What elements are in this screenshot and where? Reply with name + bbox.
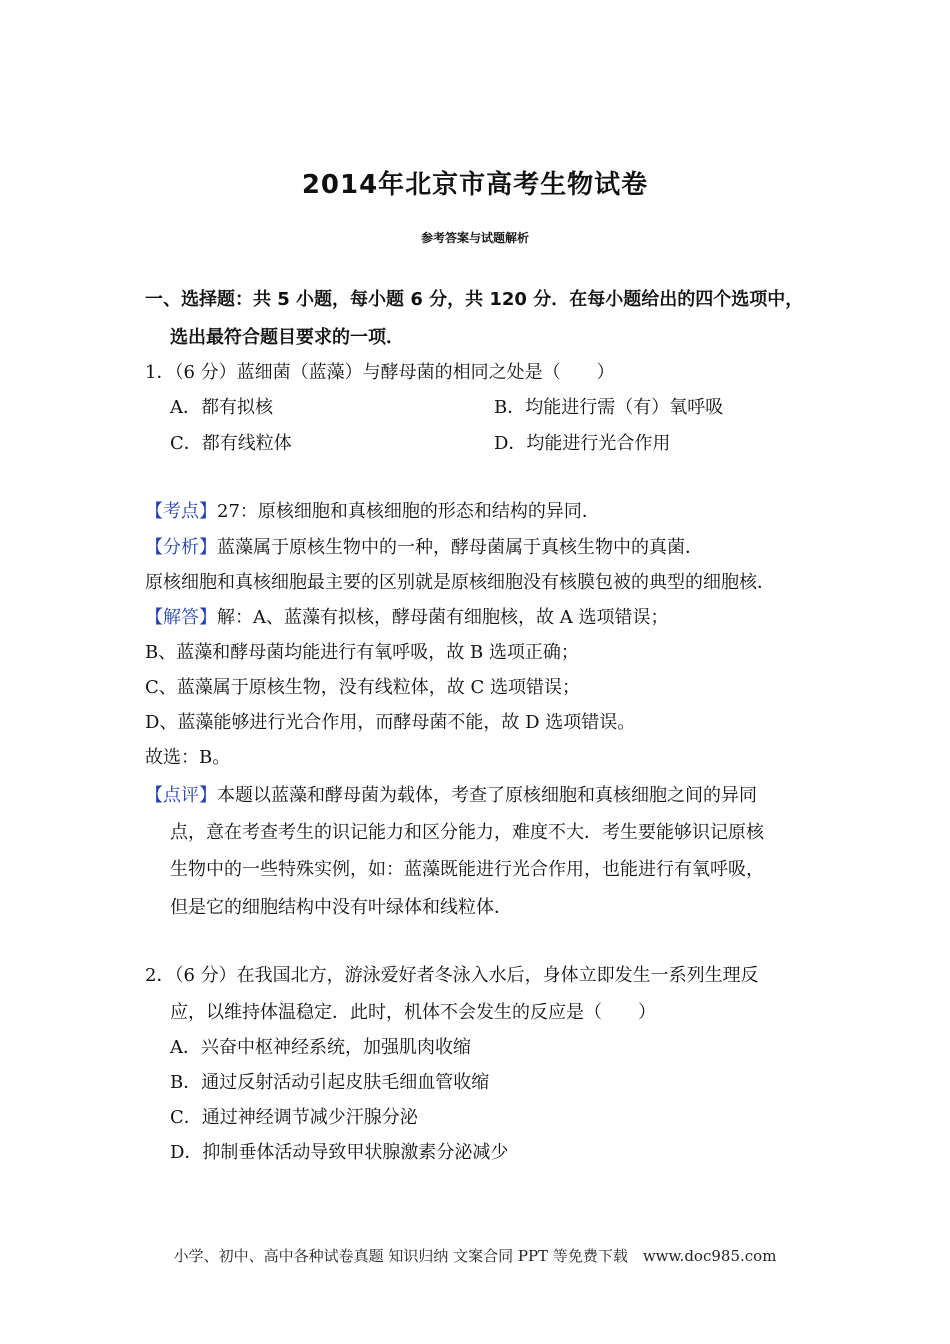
q1-fenxi (145, 536, 703, 560)
q1-option-d: D．均能进行光合作用 (494, 433, 671, 454)
kaodian-tag: 【考点】 (145, 501, 217, 522)
page-title: 2014年北京市高考生物试卷 (301, 170, 649, 200)
q1-answer: 故选：B。 (145, 747, 231, 768)
q1-jieda-c: C、蓝藻属于原核生物，没有线粒体，故 C 选项错误； (145, 677, 580, 698)
jieda-tag: 【解答】 (145, 607, 217, 628)
q1-kaodian (145, 500, 600, 524)
dianping-tag: 【点评】 (145, 785, 217, 806)
section-heading: 一、选择题：共 5 小题，每小题 6 分，共 120 分．在每小题给出的四个选项中， (145, 289, 804, 310)
dianping-text: 本题以蓝藻和酵母菌为载体，考查了原核细胞和真核细胞之间的异同 (217, 785, 757, 806)
q2-option-a: A．兴奋中枢神经系统，加强肌肉收缩 (170, 1037, 471, 1058)
question-2-stem: 2．（6 分）在我国北方，游泳爱好者冬泳入水后，身体立即发生一系列生理反 (145, 965, 759, 986)
q1-option-a: A．都有拟核 (170, 397, 273, 418)
q1-dianping-cont-1: 点，意在考查考生的识记能力和区分能力，难度不大．考生要能够识记原核 (170, 822, 764, 843)
q1-jieda-b: B、蓝藻和酵母菌均能进行有氧呼吸，故 B 选项正确； (145, 642, 579, 663)
q1-dianping-cont-2: 生物中的一些特殊实例，如：蓝藻既能进行光合作用，也能进行有氧呼吸， (170, 859, 764, 880)
fenxi-tag: 【分析】 (145, 537, 217, 558)
question-2-stem-cont: 应，以维持体温稳定．此时，机体不会发生的反应是（ ） (170, 1002, 656, 1023)
q1-fenxi-cont: 原核细胞和真核细胞最主要的区别就是原核细胞没有核膜包被的典型的细胞核． (145, 572, 775, 593)
q2-option-c: C．通过神经调节减少汗腺分泌 (170, 1107, 418, 1128)
question-1-stem: 1．（6 分）蓝细菌（蓝藻）与酵母菌的相同之处是（ ） (145, 362, 615, 383)
q1-jieda (145, 606, 668, 630)
q1-dianping-cont-3: 但是它的细胞结构中没有叶绿体和线粒体． (170, 897, 512, 918)
q1-dianping (145, 784, 757, 808)
section-heading-cont: 选出最符合题目要求的一项． (170, 327, 404, 348)
jieda-text: 解：A、蓝藻有拟核，酵母菌有细胞核，故 A 选项错误； (217, 607, 669, 628)
page-footer: 小学、初中、高中各种试卷真题 知识归纳 文案合同 PPT 等免费下载 www.doc985.com (173, 1247, 777, 1265)
q2-option-d: D．抑制垂体活动导致甲状腺激素分泌减少 (170, 1142, 509, 1163)
q1-jieda-d: D、蓝藻能够进行光合作用，而酵母菌不能，故 D 选项错误。 (145, 712, 636, 733)
q1-option-b: B．均能进行需（有）氧呼吸 (494, 397, 724, 418)
q1-option-c: C．都有线粒体 (170, 433, 292, 454)
page-subtitle: 参考答案与试题解析 (420, 231, 529, 245)
kaodian-text: 27：原核细胞和真核细胞的形态和结构的异同． (217, 501, 600, 522)
fenxi-text: 蓝藻属于原核生物中的一种，酵母菌属于真核生物中的真菌． (217, 537, 703, 558)
q2-option-b: B．通过反射活动引起皮肤毛细血管收缩 (170, 1072, 490, 1093)
